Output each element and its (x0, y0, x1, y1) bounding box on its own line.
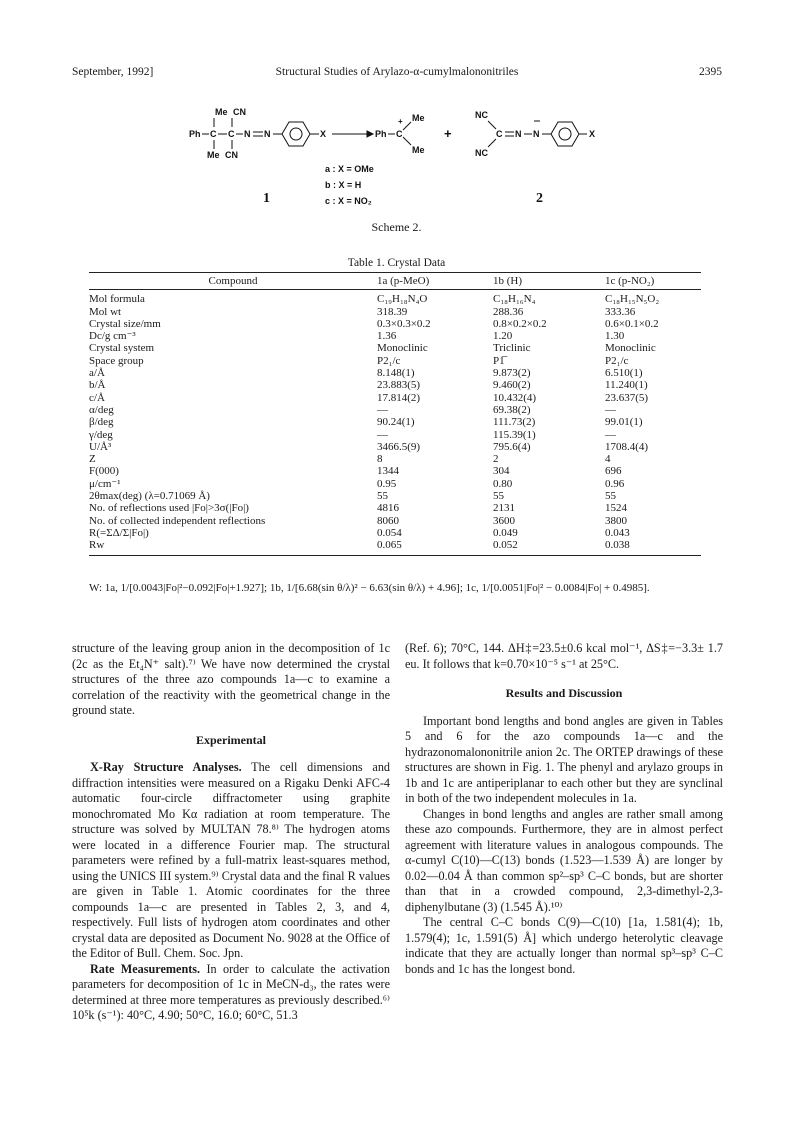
table-cell: 0.043 (605, 526, 630, 539)
substituent-b: b : X = H (325, 180, 362, 190)
table-cell: 11.240(1) (605, 379, 648, 392)
table-cell: 111.73(2) (493, 416, 536, 429)
table-cell: C₁₈H₁₆N₄ (493, 293, 536, 306)
table-row (89, 330, 701, 342)
table-row (89, 502, 701, 514)
table-row (89, 429, 701, 441)
svg-text:C: C (228, 129, 235, 139)
table-cell: 8.148(1) (377, 367, 415, 380)
cumyl-cation-structure (375, 113, 452, 155)
row-label: Space group (89, 354, 144, 367)
row-label: No. of collected independent reflections (89, 514, 266, 527)
table-cell: 6.510(1) (605, 367, 643, 380)
svg-text:N: N (264, 129, 271, 139)
substituent-c: c : X = NO₂ (325, 196, 372, 206)
row-label: Crystal system (89, 342, 155, 355)
compound-1-label: 1 (263, 191, 270, 206)
header-compound: Compound (89, 273, 377, 290)
results-paragraph-1: Important bond lengths and bond angles are given in Tables 5 and 6 for the azo compounds 1a—c and the hydrazonomalononitrile anion 2c. The ORTEP drawings of these structures are shown in Fig. 1. The phenyl and arylazo groups in 1b and 1c are antiperiplanar to each other but they are synclinal in both of the two independent molecules in 1a. (405, 713, 723, 805)
table-cell: P2₁/c (605, 354, 629, 367)
table-cell: 1708.4(4) (605, 440, 649, 453)
svg-text:CN: CN (233, 107, 246, 117)
table-row (89, 367, 701, 379)
table-title: Table 1. Crystal Data (347, 257, 446, 269)
rate-lead: Rate Measurements. (90, 961, 201, 976)
table-cell: 0.8×0.2×0.2 (493, 317, 547, 330)
table-cell: 23.883(5) (377, 379, 421, 392)
table-cell: C₁₉H₁₈N₄O (377, 293, 428, 306)
row-label: R(=ΣΔ/Σ|Fo|) (89, 526, 149, 539)
svg-text:Me: Me (207, 150, 220, 160)
table-cell: 0.052 (493, 539, 518, 552)
header-1a: 1a (p-MeO) (377, 273, 493, 290)
table-row (89, 441, 701, 453)
experimental-heading: Experimental (196, 732, 266, 747)
table-row (89, 490, 701, 502)
compound-2-structure (475, 110, 595, 158)
header-1c: 1c (p-NO₂) (605, 273, 701, 290)
svg-text:Ph: Ph (189, 129, 201, 139)
svg-text:NC: NC (475, 110, 488, 120)
svg-text:Me: Me (215, 107, 228, 117)
svg-text:C: C (210, 129, 217, 139)
table-cell: 3466.5(9) (377, 440, 421, 453)
table-cell: 333.36 (605, 305, 636, 318)
page-number: 2395 (699, 66, 722, 78)
results-heading: Results and Discussion (505, 686, 623, 700)
left-column (72, 641, 390, 1024)
row-label: Z (89, 453, 96, 466)
header-title: Structural Studies of Arylazo-α-cumylmalononitriles (275, 66, 519, 78)
table-cell: — (377, 428, 388, 441)
right-intro-paragraph: (Ref. 6); 70°C, 144. ΔH‡=23.5±0.6 kcal mol⁻¹, ΔS‡=−3.3± 1.7 eu. It follows that k=0.70×10⁻⁵ s⁻¹ at 25°C. (405, 641, 723, 671)
svg-text:X: X (589, 129, 596, 139)
table-cell: 9.873(2) (493, 367, 531, 380)
rate-paragraph (72, 962, 390, 1024)
svg-text:CN: CN (225, 150, 238, 160)
table-cell: 8060 (377, 514, 399, 527)
table-row (89, 306, 701, 318)
table-row (89, 465, 701, 477)
row-label: b/Å (89, 379, 106, 392)
table-cell: 0.95 (377, 477, 397, 490)
results-paragraph-2: Changes in bond lengths and angles are rather small among these azo compounds. Furthermore, they are in almost perfect agreement with literature values in analogous compounds. The α-cumyl C(10)—C(13) bonds (1.523—1.539 Å) are longer by 0.02—0.04 Å than common sp²–sp³ C–C bonds, but are shorter than that in a crowded compound, 2,3-dimethyl-2,3-diphenylbutane (3) (1.545 Å).¹⁰⁾ (405, 806, 723, 914)
svg-text:NC: NC (475, 148, 488, 158)
table-cell: 0.049 (493, 526, 518, 539)
table-cell: 23.637(5) (605, 391, 649, 404)
compound-2-label: 2 (536, 191, 543, 206)
table-cell: 0.054 (377, 526, 402, 539)
svg-text:Me: Me (412, 113, 425, 123)
table-cell: 1.20 (493, 330, 513, 343)
header-1b: 1b (H) (493, 273, 605, 290)
row-label: Mol formula (89, 293, 145, 306)
row-label: Crystal size/mm (89, 317, 161, 330)
table-cell: 0.3×0.3×0.2 (377, 317, 431, 330)
svg-text:+: + (398, 117, 403, 126)
table-row (89, 416, 701, 428)
table-row (89, 379, 701, 391)
table-cell: P2₁/c (377, 354, 401, 367)
xray-paragraph (72, 760, 390, 962)
table-cell: 3800 (605, 514, 627, 527)
table-cell: 1524 (605, 502, 627, 515)
row-label: U/Å³ (89, 440, 112, 453)
svg-text:Ph: Ph (375, 129, 387, 139)
row-label: Rw (89, 539, 105, 552)
table-cell: 696 (605, 465, 622, 478)
header-date: September, 1992] (72, 66, 154, 78)
row-label: a/Å (89, 367, 105, 380)
table-cell: 55 (493, 490, 504, 503)
table-cell: Monoclinic (377, 342, 428, 355)
reaction-scheme (185, 104, 605, 214)
row-label: Mol wt (89, 305, 122, 318)
table-row (89, 453, 701, 465)
table-cell: 3600 (493, 514, 515, 527)
table-row (89, 515, 701, 527)
table-cell: 0.038 (605, 539, 630, 552)
table-cell: 9.460(2) (493, 379, 531, 392)
table-row (89, 342, 701, 354)
table-cell: 304 (493, 465, 510, 478)
table-cell: — (605, 428, 616, 441)
table-cell: 288.36 (493, 305, 524, 318)
table-cell: C₁₈H₁₅N₅O₂ (605, 293, 660, 306)
rate-text: In order to calculate the activation parameters for decomposition of 1c in MeCN-d₃, the rates were determined at three more temperatures as previously described.⁶⁾ 10⁵k (s⁻¹): 40°C, 4.90; 50°C, 16.0; 60°C, 51.3 (72, 961, 390, 1022)
row-label: No. of reflections used |Fo|>3σ(|Fo|) (89, 502, 249, 515)
row-label: Dc/g cm⁻³ (89, 330, 136, 343)
svg-text:C: C (496, 129, 503, 139)
table-cell: 4 (605, 453, 611, 466)
table-cell: 99.01(1) (605, 416, 643, 429)
row-label: γ/deg (89, 428, 113, 441)
svg-text:X: X (320, 129, 327, 139)
table-body (89, 290, 701, 555)
table-cell: 1.36 (377, 330, 397, 343)
compound-1-structure (189, 107, 373, 160)
table-row (89, 404, 701, 416)
row-label: F(000) (89, 465, 119, 478)
table-row (89, 318, 701, 330)
table-cell: 0.96 (605, 477, 625, 490)
table-row (89, 478, 701, 490)
left-intro-paragraph: structure of the leaving group anion in the decomposition of 1c (2c as the Et₄N⁺ salt).⁷⁾ We have now determined the crystal structures of the three azo compounds 1a—c to examine a correlation of the reactivity with the geometrical change in the ground state. (72, 641, 390, 717)
table-cell: 90.24(1) (377, 416, 415, 429)
svg-text:+: + (444, 126, 452, 141)
table-cell: 318.39 (377, 305, 408, 318)
table-cell: P1̅ (493, 354, 505, 367)
table-cell: 0.065 (377, 539, 402, 552)
table-cell: 8 (377, 453, 383, 466)
table-cell: — (377, 403, 388, 416)
row-label: c/Å (89, 391, 105, 404)
table-cell: 2131 (493, 502, 515, 515)
table-row (89, 539, 701, 555)
table-row (89, 290, 701, 306)
table-header-row (89, 273, 701, 290)
table-cell: Monoclinic (605, 342, 656, 355)
table-row (89, 527, 701, 539)
svg-text:N: N (515, 129, 522, 139)
table-cell: 795.6(4) (493, 440, 531, 453)
right-column (405, 641, 723, 977)
table-cell: 17.814(2) (377, 391, 421, 404)
results-paragraph-3: The central C–C bonds C(9)—C(10) [1a, 1.581(4); 1b, 1.579(4); 1c, 1.591(5) Å] which undergo heterolytic cleavage indicate that they are actually longer than normal sp³–sp³ C–C bonds and 1c has the longest bond. (405, 915, 723, 976)
scheme-caption: Scheme 2. (371, 220, 422, 234)
row-label: α/deg (89, 403, 114, 416)
table-cell: 2 (493, 453, 499, 466)
row-label: 2θmax(deg) (λ=0.71069 Å) (89, 490, 210, 503)
table-cell: 0.6×0.1×0.2 (605, 317, 659, 330)
svg-text:Me: Me (412, 145, 425, 155)
table-cell: Triclinic (493, 342, 531, 355)
substituent-a: a : X = OMe (325, 164, 374, 174)
running-header (72, 66, 722, 82)
table-cell: 1344 (377, 465, 399, 478)
table-cell: 4816 (377, 502, 399, 515)
row-label: μ/cm⁻¹ (89, 477, 121, 490)
svg-text:N: N (533, 129, 540, 139)
table-cell: 1.30 (605, 330, 625, 343)
xray-lead: X-Ray Structure Analyses. (90, 760, 242, 774)
table-cell: — (605, 403, 616, 416)
table-row (89, 355, 701, 367)
table-row (89, 392, 701, 404)
table-cell: 10.432(4) (493, 391, 537, 404)
svg-text:N: N (244, 129, 251, 139)
xray-text: The cell dimensions and diffraction intensities were measured on a Rigaku Denki AFC-4 automatic four-circle diffractometer using graphite monochromated Mo Kα radiation at room temperature. The structure was solved by MULTAN 78.⁸⁾ The hydrogen atoms were located in a difference Fourier map. The structural parameters were refined by a full-matrix least-squares method, using the UNICS III system.⁹⁾ Crystal data and the final R values are given in Table 1. Atomic coordinates for the three compounds 1a—c are presented in Tables 2, 3, and 4, respectively. Full lists of hydrogen atom coordinates and other crystal data are deposited as Document No. 9028 at the Office of the Editor of Bull. Chem. Soc. Jpn. (72, 760, 391, 960)
svg-text:C: C (396, 129, 403, 139)
table-footnote: W: 1a, 1/[0.0043|Fo|²−0.092|Fo|+1.927]; 1b, 1/[6.68(sin θ/λ)² − 6.63(sin θ/λ) + 4.96]; 1c, 1/[0.0051|Fo|² − 0.0084|Fo| + 0.4985]. (89, 582, 650, 594)
row-label: β/deg (89, 416, 114, 429)
table-cell: 115.39(1) (493, 428, 536, 441)
table-cell: 55 (377, 490, 388, 503)
table-cell: 55 (605, 490, 616, 503)
crystal-data-table (89, 272, 701, 556)
table-cell: 69.38(2) (493, 403, 531, 416)
table-cell: 0.80 (493, 477, 513, 490)
